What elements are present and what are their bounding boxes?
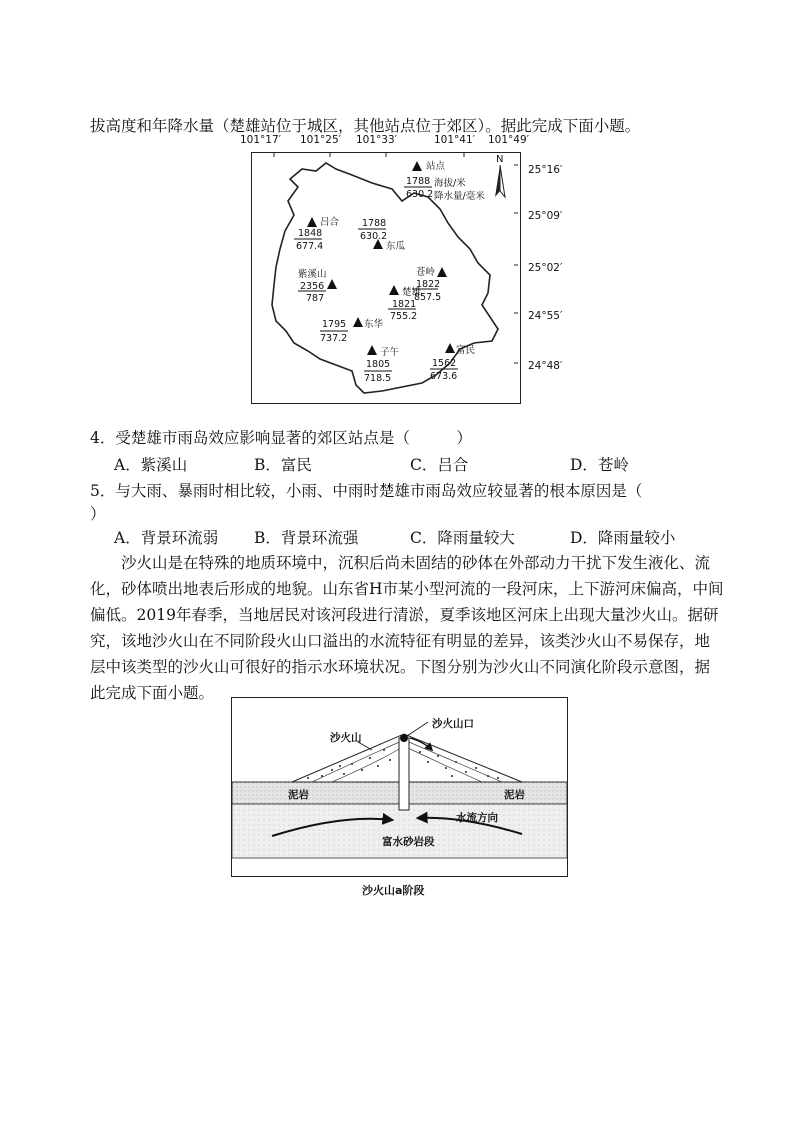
legend-altitude-label: 海拔/米 xyxy=(434,178,466,189)
lat-labels xyxy=(528,160,588,400)
station-precip: 857.5 xyxy=(414,292,442,303)
q4-option-d: D．苍岭 xyxy=(570,456,629,474)
map-labels xyxy=(252,153,520,403)
station-precip: 737.2 xyxy=(320,333,348,344)
lon-label: 101°41′ xyxy=(434,134,476,146)
legend-sample-pre: 630.2 xyxy=(406,189,434,200)
station-name: 东瓜 xyxy=(386,241,406,252)
station-name: 楚雄 xyxy=(402,287,422,298)
legend-station-label: 站点 xyxy=(426,161,446,172)
station-precip: 630.2 xyxy=(360,231,388,242)
lon-label: 101°49′ xyxy=(488,134,530,146)
label-aquifer: 富水砂岩段 xyxy=(382,836,435,848)
station-altitude: 1848 xyxy=(298,228,323,239)
q5-option-b: B．背景环流强 xyxy=(254,529,359,547)
label-sand-volcano: 沙火山 xyxy=(330,732,362,744)
legend-sample-alt: 1788 xyxy=(406,176,431,187)
station-altitude: 1805 xyxy=(366,359,391,370)
label-mudstone-right: 泥岩 xyxy=(504,789,525,801)
legend-precip-label: 降水量/毫米 xyxy=(434,191,485,202)
lat-label: 25°16′ xyxy=(528,164,563,176)
label-vent: 沙火山口 xyxy=(432,718,474,730)
north-label: N xyxy=(496,154,504,165)
map-frame xyxy=(251,152,521,404)
q5-stem-line2: ） xyxy=(90,505,106,523)
station-name: 富民 xyxy=(456,345,476,356)
station-name: 子午 xyxy=(380,347,400,358)
station-precip: 755.2 xyxy=(390,311,418,322)
q5-stem-line1: 5．与大雨、暴雨时相比较，小雨、中雨时楚雄市雨岛效应较显著的根本原因是（ xyxy=(90,482,643,500)
station-name: 东华 xyxy=(364,319,384,330)
lat-label: 25°02′ xyxy=(528,262,563,274)
lon-label: 101°25′ xyxy=(300,134,342,146)
q4-option-b: B．富民 xyxy=(254,456,312,474)
station-altitude: 1562 xyxy=(432,358,457,369)
passage: 沙火山是在特殊的地质环境中，沉积后尚未固结的砂体在外部动力干扰下发生液化、流化，砂体喷出地表后形成的地貌。山东省H市某小型河流的一段河床，上下游河床偏高，中间偏低。2019年春季，当地居民对该河段进行清淤，夏季该地区河床上出现大量沙火山。据研究，该地沙火山在不同阶段火山口溢出的水流特征有明显的差异，该类沙火山不易保存，地层中该类型的沙火山可很好的指示水环境状况。下图分别为沙火山不同演化阶段示意图，据此完成下面小题。 xyxy=(90,554,724,702)
station-altitude: 1795 xyxy=(322,319,347,330)
station-precip: 677.4 xyxy=(296,241,324,252)
q5-option-d: D．降雨量较小 xyxy=(570,529,676,547)
lat-label: 25°09′ xyxy=(528,210,563,222)
station-name: 紫溪山 xyxy=(298,269,327,280)
intro-line: 拔高度和年降水量（楚雄站位于城区，其他站点位于郊区）。据此完成下面小题。 xyxy=(90,117,641,135)
sand-volcano-figure xyxy=(231,697,568,877)
station-precip: 718.5 xyxy=(364,373,392,384)
station-altitude: 1821 xyxy=(392,299,417,310)
station-altitude: 2356 xyxy=(300,281,325,292)
lon-label: 101°33′ xyxy=(356,134,398,146)
station-name: 吕合 xyxy=(320,217,340,228)
figure-labels xyxy=(232,698,567,876)
q5-option-a: A．背景环流弱 xyxy=(114,529,219,547)
q5-option-c: C．降雨量较大 xyxy=(410,529,515,547)
lat-label: 24°55′ xyxy=(528,310,563,322)
q4-option-a: A．紫溪山 xyxy=(114,456,188,474)
q4-stem: 4．受楚雄市雨岛效应影响显著的郊区站点是（ ） xyxy=(90,429,472,447)
q4-option-c: C．吕合 xyxy=(410,456,469,474)
figure-caption: 沙火山a阶段 xyxy=(362,884,425,897)
label-flow-direction: 水流方向 xyxy=(456,812,498,824)
lon-label: 101°17′ xyxy=(240,134,282,146)
lon-labels xyxy=(240,134,540,150)
station-altitude: 1822 xyxy=(416,279,441,290)
label-mudstone-left: 泥岩 xyxy=(288,789,309,801)
station-altitude: 1788 xyxy=(362,218,387,229)
lat-label: 24°48′ xyxy=(528,360,563,372)
station-name: 苍岭 xyxy=(416,267,436,278)
station-precip: 673.6 xyxy=(430,371,458,382)
station-precip: 787 xyxy=(306,293,325,304)
